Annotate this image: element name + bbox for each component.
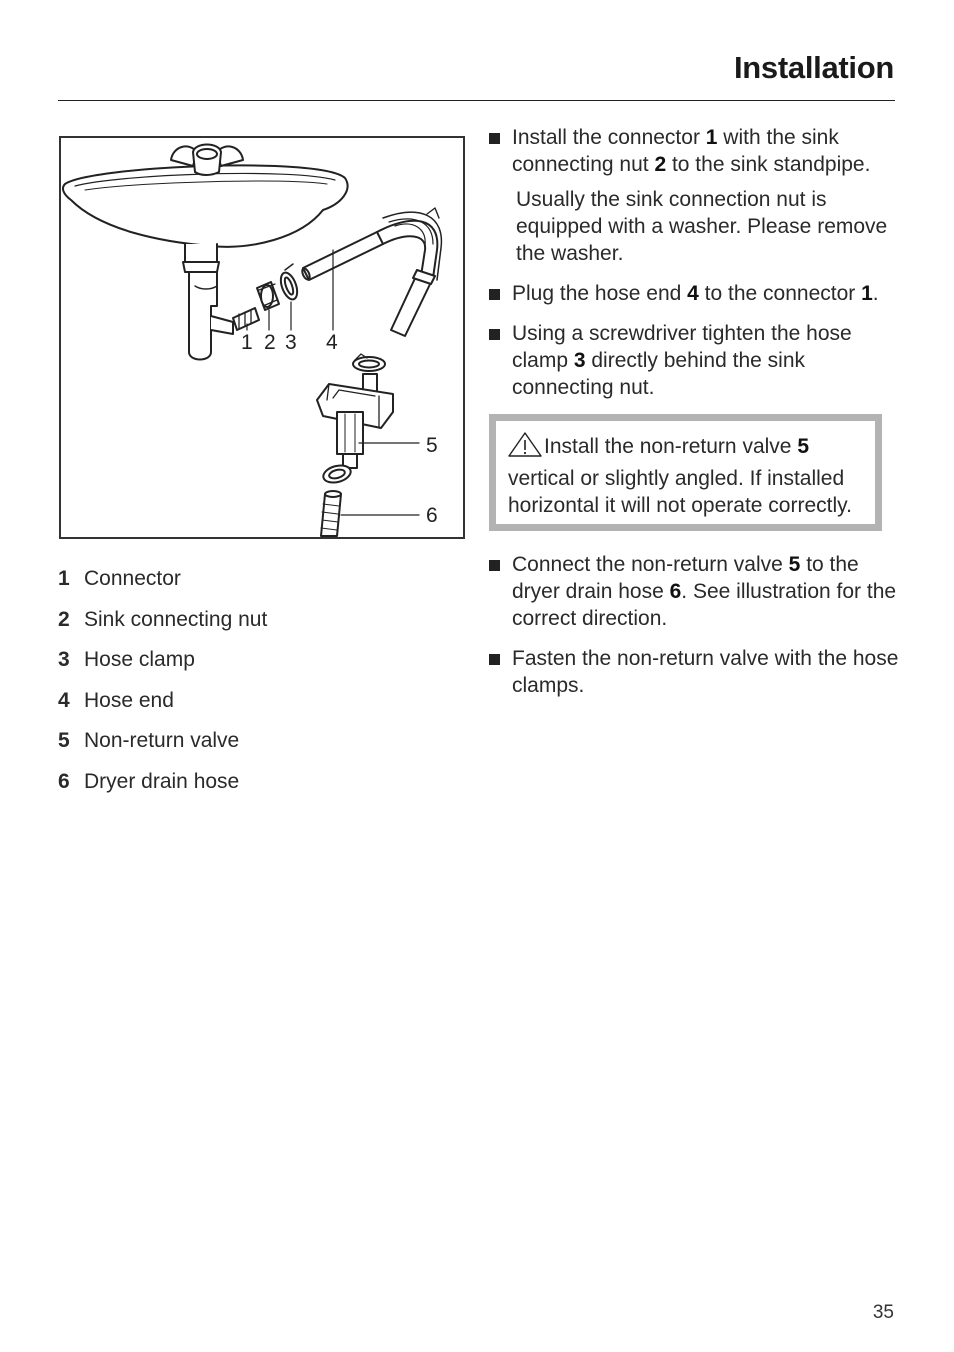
legend-item <box>58 607 458 648</box>
header-rule <box>58 100 895 101</box>
callout-6: 6 <box>426 504 438 527</box>
valve-clamp-lower <box>321 463 352 486</box>
hose-clamp-part <box>278 264 301 302</box>
legend-number: 5 <box>58 729 70 752</box>
sink-nut-part <box>257 282 279 310</box>
installation-illustration <box>59 136 465 539</box>
bullet-square-icon <box>489 654 500 665</box>
step-text: Plug the hose end 4 to the connector 1. <box>512 282 879 305</box>
step-text: Install the connector 1 with the sink connecting nut 2 to the sink standpipe. <box>512 126 871 176</box>
legend-item <box>58 688 458 729</box>
legend-label: Hose end <box>84 688 174 712</box>
bullet-square-icon <box>489 133 500 144</box>
callout-4: 4 <box>326 331 338 354</box>
step-text: Fasten the non-return valve with the hose clamps. <box>512 646 899 697</box>
bullet-square-icon <box>489 289 500 300</box>
bullet-square-icon <box>489 329 500 340</box>
instructions <box>489 124 899 712</box>
legend-item <box>58 769 458 810</box>
non-return-valve-part <box>317 374 393 468</box>
page-title: Installation <box>733 50 894 85</box>
legend-number: 4 <box>58 688 70 712</box>
hose-end-part <box>301 208 442 336</box>
page-number: 35 <box>872 1302 894 1323</box>
callout-2: 2 <box>264 331 276 354</box>
step-connect-valve <box>489 551 899 632</box>
legend-item <box>58 647 458 688</box>
legend-label: Connector <box>84 567 181 590</box>
sink-basin <box>63 165 348 246</box>
callout-5: 5 <box>426 434 438 457</box>
step-fasten-valve <box>489 645 899 699</box>
step-text: Using a screwdriver tighten the hose clamp 3 directly behind the sink connecting nut. <box>512 322 852 399</box>
dryer-drain-hose-part <box>321 491 341 536</box>
legend-number: 3 <box>58 648 70 671</box>
legend-label: Sink connecting nut <box>84 607 268 631</box>
connector-part <box>233 308 259 330</box>
step-text: Connect the non-return valve 5 to the dryer drain hose 6. See illustration for the correct direction. <box>512 552 897 630</box>
legend-number: 6 <box>58 769 70 793</box>
parts-legend <box>58 566 458 809</box>
bullet-square-icon <box>489 560 500 571</box>
legend-label: Dryer drain hose <box>84 769 240 793</box>
warning-triangle-icon <box>508 431 542 465</box>
legend-label: Non-return valve <box>84 729 240 752</box>
legend-item <box>58 728 458 769</box>
washer-note: Usually the sink connection nut is equipped with a washer. Please remove the washer. <box>516 188 888 265</box>
legend-label: Hose clamp <box>84 648 195 671</box>
callout-3: 3 <box>285 331 297 354</box>
legend-number: 1 <box>58 567 70 590</box>
warning-box: Install the non-return valve 5 vertical or slightly angled. If installed horizontal it will not operate correctly. <box>489 414 882 531</box>
sink-drain-diagram <box>61 138 463 537</box>
legend-item <box>58 566 458 607</box>
step-plug-hose <box>489 280 899 307</box>
step-install-connector <box>489 124 899 178</box>
step-tighten-clamp <box>489 320 899 401</box>
callout-1: 1 <box>241 331 253 354</box>
valve-clamp-upper <box>353 354 385 371</box>
legend-number: 2 <box>58 607 70 631</box>
